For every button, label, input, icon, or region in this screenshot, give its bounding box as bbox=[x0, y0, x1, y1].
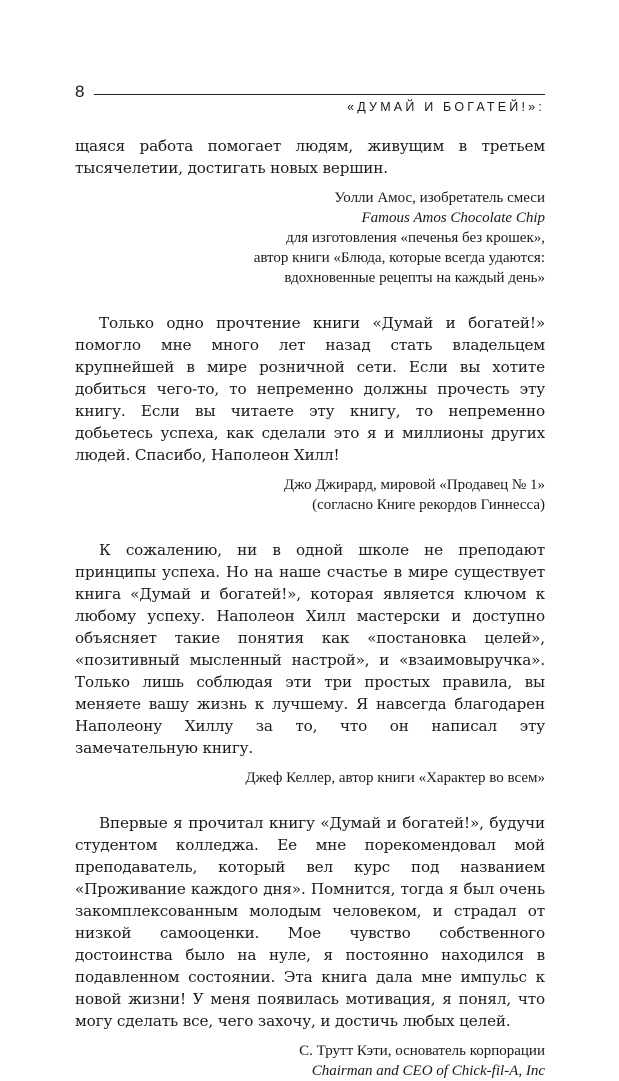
testimonial-block bbox=[75, 812, 545, 1081]
attribution-line: Джо Джирард, мировой «Продавец № 1» bbox=[283, 477, 545, 493]
testimonial-paragraph: К сожалению, ни в одной школе не преподают принципы успеха. Но на наше счастье в мире существует книга «Думай и богатей!», которая является ключом к любому успеху. Наполеон Хилл мастерски и доступно объясняет такие понятия как «постановка целей», «позитивный мысленный настрой», и «взаимовыручка». Только лишь соблюдая эти три простых правила, вы меняете вашу жизнь к лучшему. Я навсегда благодарен Наполеону Хиллу за то, что он написал эту замечательную книгу. bbox=[75, 541, 545, 757]
testimonial-attribution bbox=[75, 475, 545, 515]
testimonial-block bbox=[75, 135, 545, 288]
attribution-line: Уолли Амос, изобретатель смеси bbox=[334, 190, 545, 206]
testimonial-block bbox=[75, 312, 545, 515]
testimonial-paragraph: Только одно прочтение книги «Думай и богатей!» помогло мне много лет назад стать владельцем крупнейшей в мире розничной сети. Если вы хотите добиться чего-то, то непременно должны прочесть эту книгу. Если вы читаете эту книгу, то непременно добьетесь успеха, как сделали это я и миллионы других людей. Спасибо, Наполеон Хилл! bbox=[75, 314, 545, 464]
testimonial-block bbox=[75, 539, 545, 788]
attribution-line: вдохновенные рецепты на каждый день» bbox=[284, 270, 545, 286]
attribution-line: автор книги «Блюда, которые всегда удаются: bbox=[253, 250, 545, 266]
testimonial-attribution bbox=[75, 188, 545, 288]
attribution-line: Chairman and CEO of Chick-fil-A, Inc bbox=[311, 1063, 545, 1079]
testimonial-attribution bbox=[75, 768, 545, 788]
attribution-line: для изготовления «печенья без крошек», bbox=[286, 230, 545, 246]
page-body bbox=[75, 135, 545, 1081]
testimonial-paragraph: Впервые я прочитал книгу «Думай и богатей!», будучи студентом колледжа. Ее мне порекомендовал мой преподаватель, который вел курс под названием «Проживание каждого дня». Помнится, тогда я был очень закомплексованным молодым человеком, и страдал от низкой самооценки. Мое чувство собственного достоинства было на нуле, я постоянно находился в подавленном состоянии. Эта книга дала мне импульс к новой жизни! У меня появилась мотивация, я понял, что могу сделать все, чего захочу, и достичь любых целей. bbox=[75, 814, 545, 1030]
testimonial-attribution bbox=[75, 1041, 545, 1081]
attribution-line: Джеф Келлер, автор книги «Характер во всем» bbox=[245, 770, 545, 786]
attribution-line: Famous Amos Chocolate Chip bbox=[361, 210, 545, 226]
header-rule bbox=[94, 94, 545, 95]
page-number: 8 bbox=[75, 82, 85, 101]
testimonial-paragraph: щаяся работа помогает людям, живущим в третьем тысячелетии, достигать новых вершин. bbox=[75, 137, 545, 177]
attribution-line: (согласно Книге рекордов Гиннесса) bbox=[312, 497, 545, 513]
attribution-line: С. Трутт Кэти, основатель корпорации bbox=[299, 1043, 545, 1059]
running-title: «ДУМАЙ И БОГАТЕЙ!»: bbox=[347, 100, 545, 114]
page-header bbox=[75, 80, 545, 120]
